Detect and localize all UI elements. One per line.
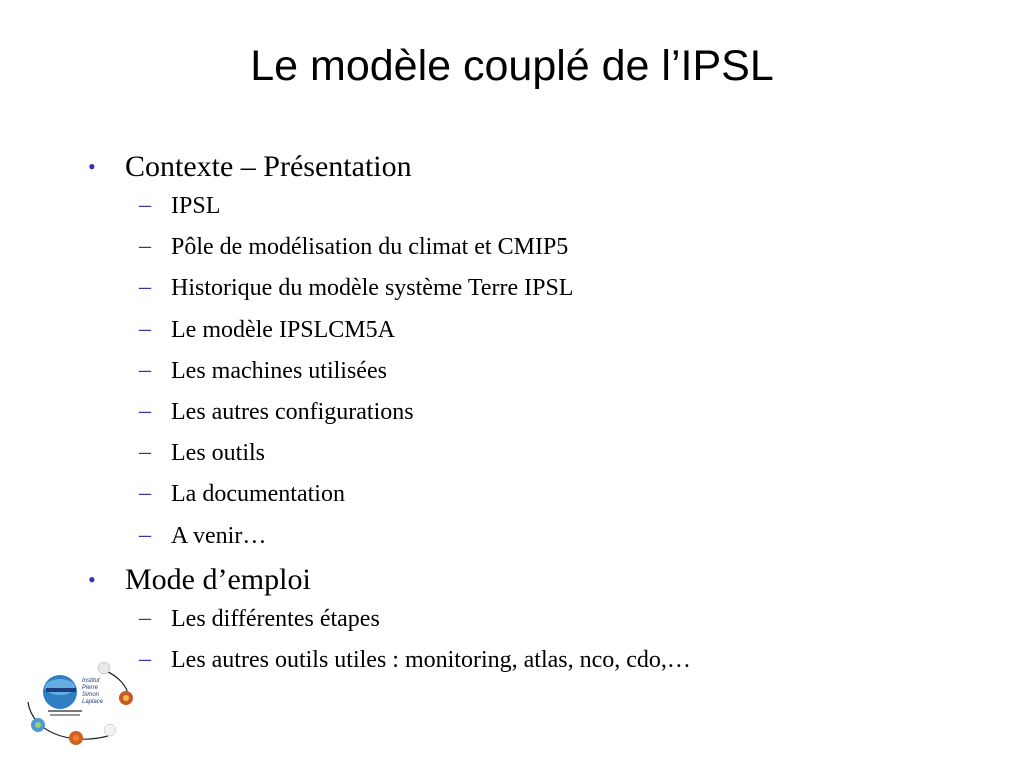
sub-item-label: Historique du modèle système Terre IPSL	[171, 275, 574, 302]
bullet-marker: •	[88, 566, 96, 592]
sub-item	[0, 437, 1024, 478]
sub-item-label: La documentation	[171, 481, 345, 508]
sub-marker: –	[139, 521, 151, 548]
bullet-contexte	[0, 148, 1024, 190]
svg-text:Simon: Simon	[82, 692, 100, 698]
bullet-label: Mode d’emploi	[125, 562, 311, 596]
sub-marker: –	[139, 439, 151, 466]
sub-item	[0, 190, 1024, 231]
sub-item	[0, 314, 1024, 355]
sub-item-label: Pôle de modélisation du climat et CMIP5	[171, 234, 569, 261]
sub-marker: –	[139, 604, 151, 631]
sub-item-label: Les autres outils utiles : monitoring, atlas, nco, cdo,…	[171, 646, 691, 673]
bullet-mode-emploi	[0, 561, 1024, 603]
sub-item-label: Le modèle IPSLCM5A	[171, 316, 395, 343]
sub-item-label: Les machines utilisées	[171, 357, 387, 384]
sub-item-label: A venir…	[171, 522, 267, 549]
ipsl-logo-icon	[20, 660, 140, 750]
svg-text:Pierre: Pierre	[82, 685, 99, 691]
sub-item	[0, 603, 1024, 644]
sub-item-label: IPSL	[171, 193, 221, 219]
sub-item	[0, 396, 1024, 437]
sub-marker: –	[139, 315, 151, 342]
sub-item-label: Les outils	[171, 440, 265, 467]
sub-marker: –	[139, 480, 151, 507]
sub-item	[0, 478, 1024, 519]
sub-marker: –	[139, 233, 151, 260]
svg-text:Institut: Institut	[82, 678, 100, 684]
sub-marker: –	[139, 356, 151, 383]
sub-marker: –	[139, 192, 151, 218]
bullet-label: Contexte – Présentation	[125, 150, 412, 183]
sub-item	[0, 272, 1024, 313]
sub-marker: –	[139, 645, 151, 672]
sub-marker: –	[139, 397, 151, 424]
svg-text:Laplace: Laplace	[82, 699, 104, 705]
sub-item-label: Les autres configurations	[171, 398, 414, 425]
sub-item	[0, 644, 1024, 685]
sub-item-label: Les différentes étapes	[171, 605, 380, 632]
sub-item	[0, 355, 1024, 396]
bullet-marker: •	[88, 154, 96, 179]
sub-marker: –	[139, 274, 151, 301]
sub-item	[0, 231, 1024, 272]
slide-title: Le modèle couplé de l’IPSL	[250, 42, 774, 90]
sub-item	[0, 520, 1024, 561]
slide-content	[0, 148, 1024, 685]
